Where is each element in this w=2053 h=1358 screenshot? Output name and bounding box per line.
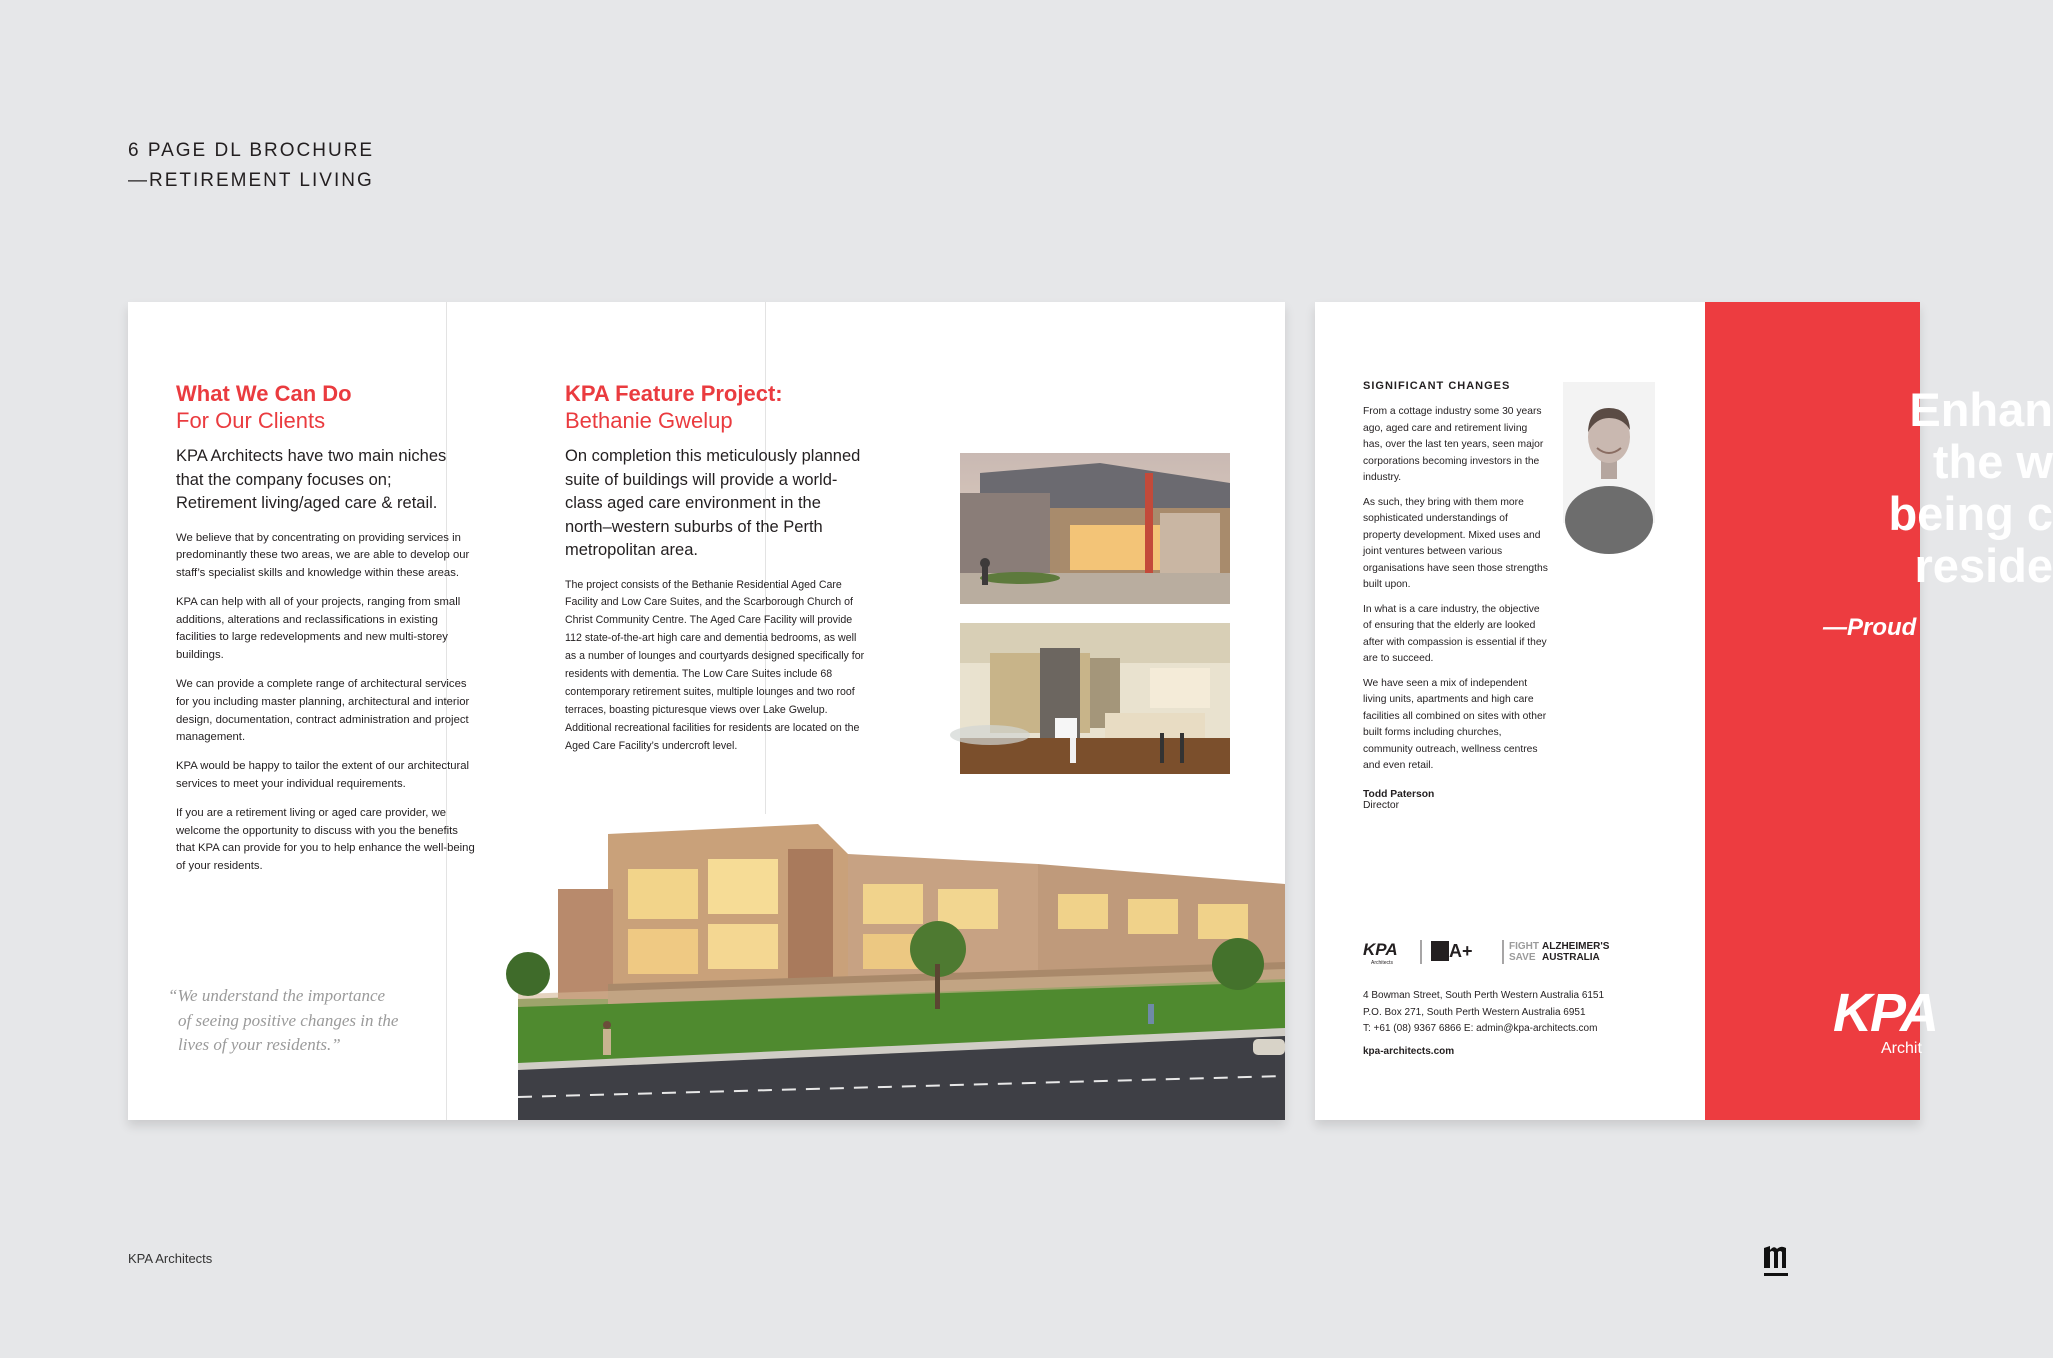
aia-logo-text: A+ bbox=[1449, 941, 1473, 961]
australia-text: AUSTRALIA bbox=[1542, 952, 1600, 963]
signatory-role: Director bbox=[1363, 799, 1400, 811]
partner-logos bbox=[1363, 937, 1633, 967]
headline-line: being c bbox=[1888, 487, 2053, 540]
heading-line-2: —RETIREMENT LIVING bbox=[128, 170, 374, 191]
quote-line: lives of your residents.” bbox=[178, 1035, 341, 1054]
significant-changes-panel bbox=[1363, 380, 1548, 811]
m-monogram-icon bbox=[1762, 1242, 1790, 1280]
signatory-name: Todd Paterson bbox=[1363, 788, 1435, 800]
contact-address bbox=[1363, 988, 1604, 1060]
feature-project-panel bbox=[565, 380, 865, 756]
body-paragraph: In what is a care industry, the objective of ensuring that the elderly are looked after with compassion is essential if they are to succeed. bbox=[1363, 603, 1547, 664]
panel-title: SIGNIFICANT CHANGES bbox=[1363, 380, 1511, 392]
bethanie-gwelup-render-image bbox=[518, 814, 1285, 1120]
panel-lead: On completion this meticulously planned suite of buildings will provide a world-class aged care environment in the north–western suburbs of the Perth metropolitan area. bbox=[565, 447, 861, 559]
kpa-cover-logo-subtext: Archit bbox=[1881, 1040, 1922, 1057]
body-paragraph: From a cottage industry some 30 years ago, aged care and retirement living has, over the last ten years, seen major corporations becoming investors in the industry. bbox=[1363, 406, 1544, 483]
kpa-logo-text: KPA bbox=[1363, 940, 1398, 959]
website-link[interactable]: kpa-architects.com bbox=[1363, 1045, 1455, 1057]
courtyard-render-image bbox=[960, 453, 1230, 604]
panel-title: KPA Feature Project: bbox=[565, 381, 783, 406]
panel-lead: KPA Architects have two main niches that the company focuses on; Retirement living/aged care & retail. bbox=[176, 447, 447, 512]
kitchen-render-image bbox=[960, 623, 1230, 774]
cover-headline bbox=[1753, 384, 2053, 592]
panel-title: What We Can Do bbox=[176, 381, 352, 406]
headline-line: the w bbox=[1932, 435, 2053, 488]
quote-line: of seeing positive changes in the bbox=[178, 1010, 399, 1030]
panel-body bbox=[176, 530, 476, 877]
body-paragraph: We can provide a complete range of architectural services for you including master planning, architectural and interior design, documentation, contract administration and project management. bbox=[176, 678, 470, 744]
address-line: T: +61 (08) 9367 6866 E: admin@kpa-architects.com bbox=[1363, 1023, 1598, 1034]
quote-line: “We understand the importance bbox=[168, 986, 386, 1005]
kpa-cover-logo: KPA bbox=[1833, 983, 1938, 1043]
panel-subtitle: For Our Clients bbox=[176, 408, 326, 433]
body-paragraph: As such, they bring with them more sophisticated understandings of property development. Mixed uses and joint ventures between various organisations have seen those strengths built upon. bbox=[1363, 496, 1548, 590]
what-we-can-do-panel bbox=[176, 380, 476, 887]
brochure-inside-spread bbox=[128, 302, 1285, 1120]
cover-attribution: —Proud bbox=[1823, 614, 1917, 641]
pull-quote bbox=[168, 984, 468, 1058]
body-paragraph: We have seen a mix of independent living units, apartments and high care facilities all combined on sites with other built forms including churches, community outreach, wellness centres and even retail. bbox=[1363, 677, 1547, 771]
panel-body bbox=[1363, 404, 1548, 775]
presentation-heading bbox=[128, 136, 374, 196]
headline-line: Enhan bbox=[1909, 383, 2053, 436]
panel-subtitle: Bethanie Gwelup bbox=[565, 408, 733, 433]
body-paragraph: If you are a retirement living or aged care provider, we welcome the opportunity to discuss with you the benefits that KPA can provide for you to help enhance the well-being of your residents. bbox=[176, 806, 475, 873]
body-paragraph: KPA would be happy to tailor the extent of our architectural services to meet your individual requirements. bbox=[176, 760, 470, 791]
cover-panel bbox=[1705, 302, 2053, 1120]
alzheimers-text: ALZHEIMER'S bbox=[1542, 941, 1610, 952]
body-paragraph: We believe that by concentrating on providing services in predominantly these two areas, we are able to develop our staff’s specialist skills and knowledge within these areas. bbox=[176, 531, 470, 580]
panel-body: The project consists of the Bethanie Residential Aged Care Facility and Low Care Suites, and the Scarborough Church of Christ Community Centre. The Aged Care Facility will provide 112 state-of-the-art high care and dementia bedrooms, as well as a number of lounges and courtyards designed specifically for residents with dementia. The Low Care Suites include 68 contemporary retirement suites, multiple lounges and two roof terraces, boasting picturesque views over Lake Gwelup. Additional recreational facilities for residents are located on the Aged Care Facility’s undercroft level. bbox=[565, 578, 865, 752]
headline-line: reside bbox=[1914, 539, 2053, 592]
body-paragraph: KPA can help with all of your projects, ranging from small additions, alterations and reclassifications in existing facilities to large redevelopments and new multi-storey buildings. bbox=[176, 595, 461, 662]
address-line: P.O. Box 271, South Perth Western Australia 6951 bbox=[1363, 1006, 1586, 1018]
director-portrait-image bbox=[1563, 382, 1655, 523]
heading-line-1: 6 PAGE DL BROCHURE bbox=[128, 140, 375, 161]
footer-client-name: KPA Architects bbox=[128, 1251, 213, 1266]
save-text: SAVE bbox=[1509, 952, 1536, 963]
kpa-logo-subtext: Architects bbox=[1371, 960, 1393, 966]
fight-text: FIGHT bbox=[1509, 941, 1539, 952]
address-line: 4 Bowman Street, South Perth Western Australia 6151 bbox=[1363, 990, 1605, 1001]
brochure-outside-spread bbox=[1315, 302, 2053, 1120]
